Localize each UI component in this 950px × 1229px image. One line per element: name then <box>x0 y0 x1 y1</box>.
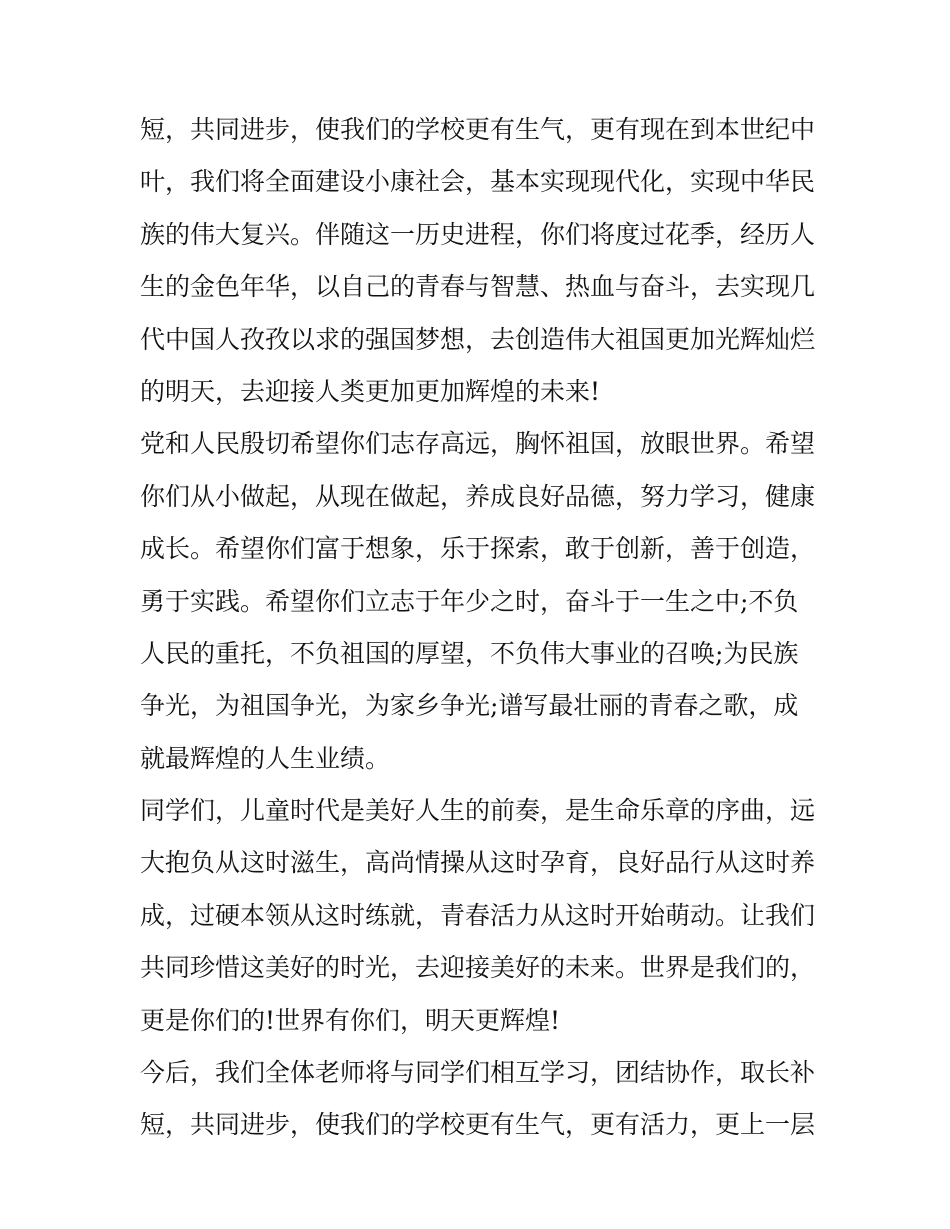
text-line: 你们从小做起，从现在做起，养成良好品德，努力学习，健康 <box>140 481 816 511</box>
text-line: 短，共同进步，使我们的学校更有生气，更有活力，更上一层 <box>140 1110 816 1140</box>
body-text <box>140 104 820 1152</box>
text-line: 就最辉煌的人生业绩。 <box>140 743 391 773</box>
text-line: 同学们，儿童时代是美好人生的前奏，是生命乐章的序曲，远 <box>140 796 816 826</box>
text-line: 族的伟大复兴。伴随这一历史进程，你们将度过花季，经历人 <box>140 219 816 249</box>
text-line: 叶，我们将全面建设小康社会，基本实现现代化，实现中华民 <box>140 167 816 197</box>
text-line: 短，共同进步，使我们的学校更有生气，更有现在到本世纪中 <box>140 115 816 144</box>
text-line: 更是你们的!世界有你们，明天更辉煌! <box>140 1005 561 1035</box>
text-line: 今后，我们全体老师将与同学们相互学习，团结协作，取长补 <box>140 1058 816 1088</box>
text-line: 成长。希望你们富于想象，乐于探索，敢于创新，善于创造， <box>140 534 816 564</box>
text-line: 的明天，去迎接人类更加更加辉煌的未来! <box>140 376 601 406</box>
text-line: 共同珍惜这美好的时光，去迎接美好的未来。世界是我们的， <box>140 953 816 983</box>
text-line: 代中国人孜孜以求的强国梦想，去创造伟大祖国更加光辉灿烂 <box>140 324 816 354</box>
text-line: 大抱负从这时滋生，高尚情操从这时孕育，良好品行从这时养 <box>140 848 816 878</box>
text-line: 生的金色年华，以自己的青春与智慧、热血与奋斗，去实现几 <box>140 272 816 302</box>
text-line: 成，过硬本领从这时练就，青春活力从这时开始萌动。让我们 <box>140 900 816 930</box>
text-line: 争光，为祖国争光，为家乡争光;谱写最壮丽的青春之歌，成 <box>140 691 799 721</box>
text-line: 党和人民殷切希望你们志存高远，胸怀祖国，放眼世界。希望 <box>140 429 816 459</box>
text-line: 勇于实践。希望你们立志于年少之时，奋斗于一生之中;不负 <box>140 586 799 616</box>
text-line: 人民的重托，不负祖国的厚望，不负伟大事业的召唤;为民族 <box>140 638 799 668</box>
